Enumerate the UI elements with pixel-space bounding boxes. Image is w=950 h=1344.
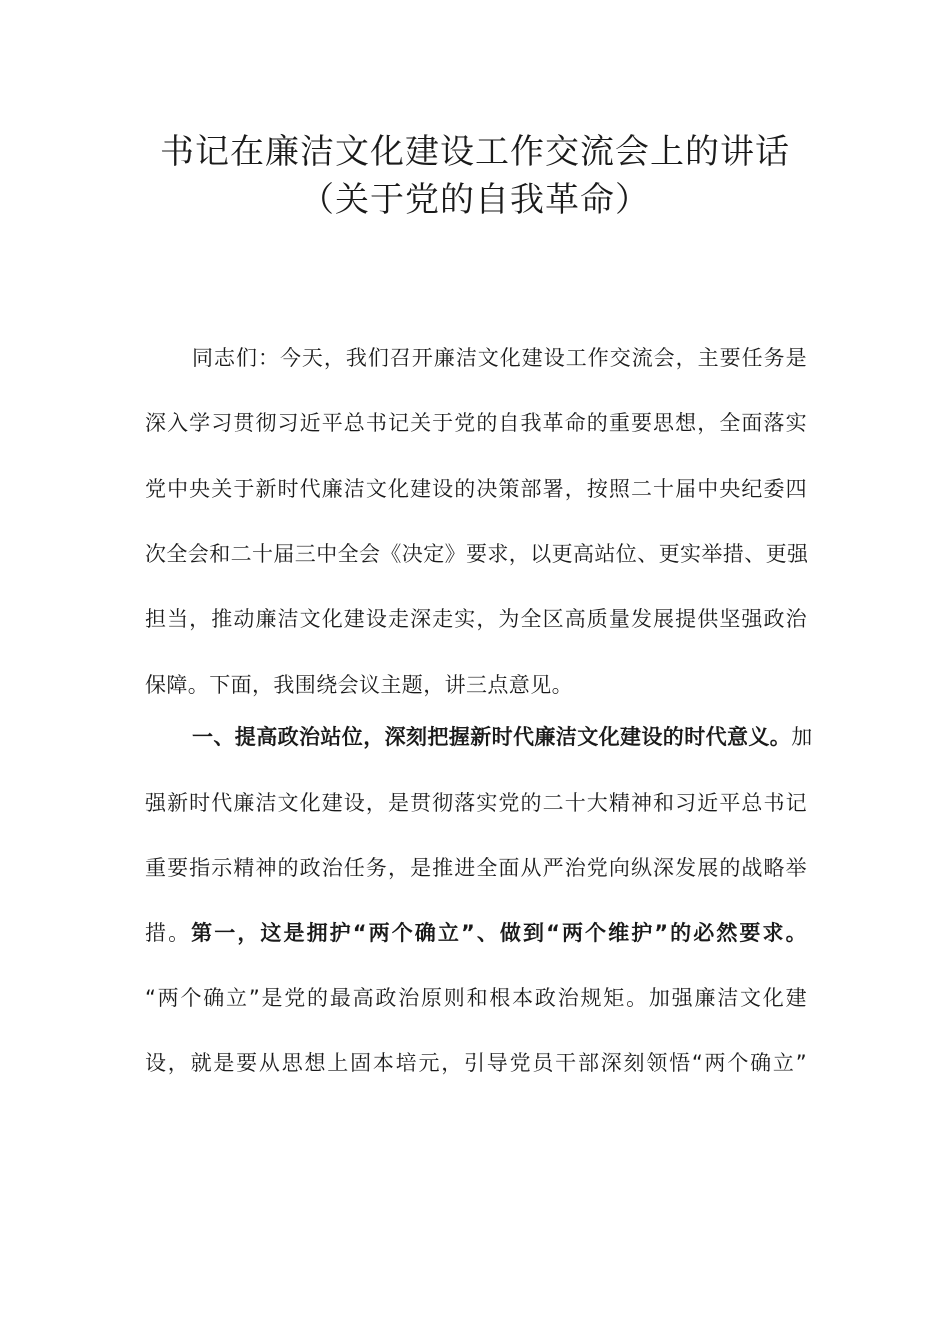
paragraph-line: 同志们：今天，我们召开廉洁文化建设工作交流会，主要任务是 bbox=[192, 346, 807, 370]
section-heading-line bbox=[192, 722, 813, 752]
document-subtitle: （关于党的自我革命） bbox=[300, 180, 650, 220]
section-heading: 一、提高政治站位，深刻把握新时代廉洁文化建设的时代意义。 bbox=[192, 725, 792, 749]
paragraph-line: 保障。下面，我围绕会议主题，讲三点意见。 bbox=[145, 673, 573, 697]
paragraph-line: 设，就是要从思想上固本培元，引导党员干部深刻领悟“两个确立” bbox=[145, 1051, 807, 1075]
subheading: 第一，这是拥护“两个确立”、做到“两个维护”的必然要求。 bbox=[191, 921, 807, 945]
paragraph-text: 措。 bbox=[145, 921, 192, 945]
paragraph-line: 党中央关于新时代廉洁文化建设的决策部署，按照二十届中央纪委四 bbox=[145, 477, 807, 501]
document-title: 书记在廉洁文化建设工作交流会上的讲话 bbox=[160, 132, 790, 172]
paragraph-line bbox=[145, 918, 807, 948]
paragraph-line: 强新时代廉洁文化建设，是贯彻落实党的二十大精神和习近平总书记 bbox=[145, 791, 807, 815]
paragraph-line: 深入学习贯彻习近平总书记关于党的自我革命的重要思想，全面落实 bbox=[145, 411, 807, 435]
paragraph-line: 次全会和二十届三中全会《决定》要求，以更高站位、更实举措、更强 bbox=[145, 542, 809, 566]
paragraph-line: 重要指示精神的政治任务，是推进全面从严治党向纵深发展的战略举 bbox=[145, 856, 807, 880]
paragraph-text: 加 bbox=[791, 725, 813, 749]
paragraph-line: 担当，推动廉洁文化建设走深走实，为全区高质量发展提供坚强政治 bbox=[145, 607, 807, 631]
paragraph-line: “两个确立”是党的最高政治原则和根本政治规矩。加强廉洁文化建 bbox=[145, 986, 807, 1010]
